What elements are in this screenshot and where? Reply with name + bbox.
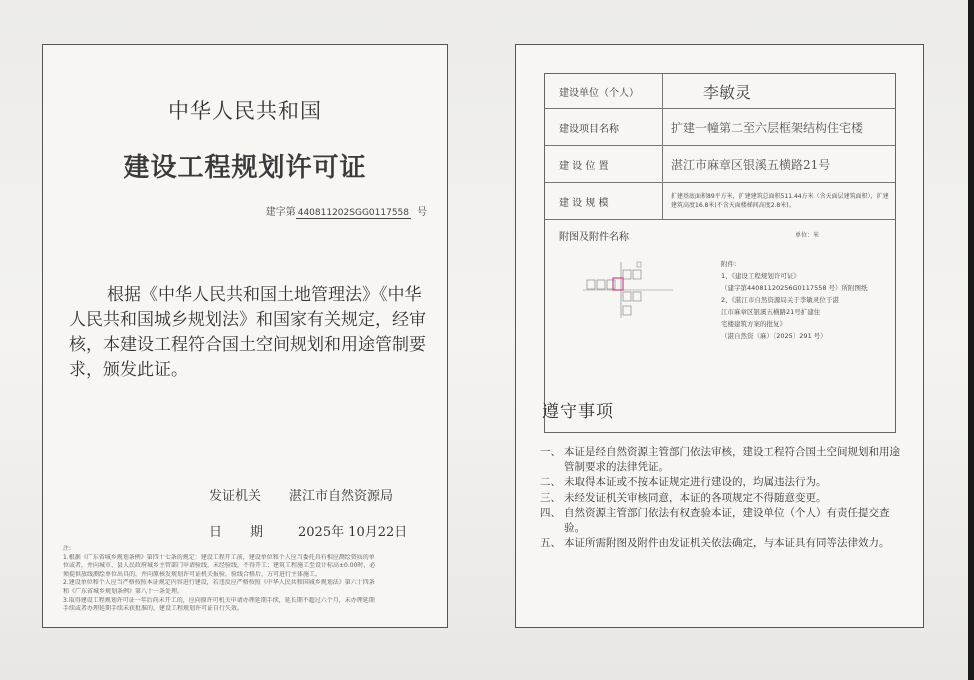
- note-line: 位或者，并向城市、县人民政府城乡主管部门申请验线，未经验线，不得开工；建筑工程施工至设计标高±0.00时，必: [63, 562, 376, 570]
- cert-number-suffix: 号: [417, 207, 427, 218]
- rule-number: 五、: [540, 537, 561, 549]
- certificate-number: [266, 203, 427, 218]
- rule-text: 未经发证机关审核同意，本证的各项规定不得随意变更。: [564, 491, 827, 504]
- rules-heading: 遵守事项: [542, 402, 614, 422]
- rule-item: [540, 491, 908, 506]
- rules-list: [540, 445, 908, 552]
- table-row: [545, 183, 895, 220]
- note-line: 和《广东省城乡规划条例》第八十一条处理。: [63, 587, 184, 595]
- attachments-label: 附图及附件名称: [559, 232, 629, 243]
- unit-label: 单位：米: [794, 232, 819, 239]
- rule-number: 三、: [540, 491, 561, 504]
- note-line: 3.取得建设工程规划许可证一年后尚未开工的，应向原许可机关申请办理延期手续，延长期不超过六个月，未办理延期: [63, 596, 375, 604]
- scan-edge: [968, 0, 974, 680]
- site-plan-image: [583, 260, 673, 326]
- certificate-body-text: 根据《中华人民共和国土地管理法》《中华人民共和国城乡规划法》和国家有关规定，经审核，本建设工程符合国土空间规划和用途管制要求，颁发此证。: [69, 285, 426, 380]
- table-row: [545, 74, 895, 109]
- rule-number: 四、: [540, 507, 561, 519]
- project-scale: 扩建基底面积89平方米，扩建建筑总面积511.44方米（含天面层建筑面积），扩建建筑高度16.8米(不含天面楼梯间高度2.8米)。: [671, 193, 889, 209]
- project-name: 扩建一幢第二至六层框架结构住宅楼: [671, 120, 864, 135]
- country-name: 中华人民共和国: [168, 99, 322, 123]
- rule-text: 本证所需附图及附件由发证机关依法确定，与本证具有同等法律效力。: [564, 537, 890, 549]
- issuer-label: 发证机关: [209, 489, 262, 504]
- rule-number: 一、: [540, 446, 561, 458]
- row-label: 建设项目名称: [545, 109, 663, 145]
- attachment-line: 2、《湛江市自然资源局关于李敏灵位于湛: [721, 296, 839, 304]
- attachment-line: 宅楼建筑方案的批复》: [721, 320, 786, 328]
- attachments-list: [721, 258, 868, 342]
- note-line: 须提供放线测绘单位出具的，并向原核发规划许可证机关报验，验线合格后，方可进行主体施工。: [63, 570, 322, 578]
- cert-number-prefix: 建字第: [265, 207, 296, 218]
- note-line: 注:: [63, 545, 72, 552]
- note-line: 手续或者办理延期手续未获批准的，建设工程规划许可证自行失效。: [63, 605, 244, 613]
- rule-item: [540, 536, 908, 551]
- certificate-title: 建设工程规划许可证: [123, 153, 367, 183]
- rule-text: 自然资源主管部门依法有权查验本证，建设单位（个人）有责任提交查验。: [564, 507, 890, 534]
- table-row: [545, 109, 895, 146]
- project-location: 湛江市麻章区银溪五横路21号: [671, 157, 831, 172]
- attachment-line: （建字第44081120256G0117558 号）所附图纸: [721, 284, 868, 292]
- attachment-line: 附件：: [721, 260, 741, 268]
- row-label: 建设单位（个人）: [545, 74, 663, 108]
- date-label: 日期: [209, 525, 292, 540]
- cert-number-value: 440811202SGG0117558: [297, 208, 409, 218]
- rule-item: [540, 445, 908, 474]
- certificate-cover-page: [42, 44, 448, 628]
- note-line: 1.根据《广东省城乡规划条例》第四十七条的规定：建设工程开工前，建设单位和个人应当委托具有相应测绘资质的单: [63, 553, 375, 561]
- row-label: 建 设 规 模: [545, 183, 663, 219]
- notes-block: [63, 545, 435, 614]
- table-row: [545, 146, 895, 183]
- rule-number: 二、: [540, 476, 561, 488]
- rule-text: 未取得本证或不按本证规定进行建设的，均属违法行为。: [564, 476, 827, 488]
- attachment-line: （湛自然资（麻）〔2025〕291 号）: [721, 332, 827, 340]
- issue-date: 2025年 10月22日: [298, 525, 408, 540]
- note-line: 2.建设单位和个人应当严格按照本证规定内容进行建设，若违反应严格按照《中华人民共和国城乡规划法》第六十四条: [63, 579, 375, 587]
- rule-item: [540, 475, 908, 490]
- attachment-line: 江市麻章区银溪五横路21号扩建住: [721, 308, 821, 316]
- details-table: [544, 73, 896, 433]
- rule-text: 本证是经自然资源主管部门依法审核，建设工程符合国土空间规划和用途管制要求的法律凭证。: [564, 446, 900, 473]
- attachment-line: 1、《建设工程规划许可证》: [721, 272, 800, 280]
- rule-item: [540, 506, 908, 535]
- builder-name: 李敏灵: [703, 82, 752, 102]
- certificate-detail-page: [515, 44, 924, 628]
- issuer-value: 湛江市自然资源局: [289, 489, 394, 504]
- row-label: 建 设 位 置: [545, 146, 663, 182]
